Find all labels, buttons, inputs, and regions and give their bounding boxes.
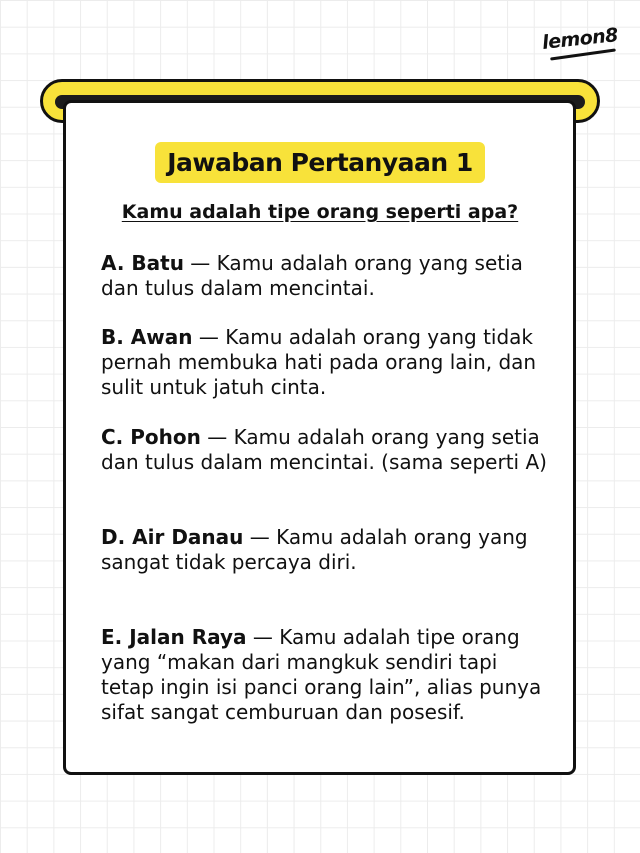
answer-label: C. Pohon (101, 425, 201, 449)
answer-text: — Kamu adalah orang yang tidak pernah membuka hati pada orang lain, dan sulit untuk jatuh cinta. (101, 325, 537, 399)
answer-item-c (101, 425, 551, 475)
answer-text: — Kamu adalah orang yang setia dan tulus dalam mencintai. (sama seperti A) (101, 425, 547, 474)
title-wrap (0, 142, 640, 183)
answer-label: B. Awan (101, 325, 193, 349)
answer-item-d (101, 525, 551, 575)
answer-label: A. Batu (101, 251, 184, 275)
question-text: Kamu adalah tipe orang seperti apa? (121, 201, 519, 223)
answer-item-a (101, 251, 551, 301)
page-title: Jawaban Pertanyaan 1 (155, 142, 485, 183)
answer-label: E. Jalan Raya (101, 625, 247, 649)
answer-item-e (101, 625, 551, 725)
brand-logo: lemon8 (541, 24, 619, 54)
answer-label: D. Air Danau (101, 525, 244, 549)
answer-item-b (101, 325, 551, 400)
answer-text: — Kamu adalah orang yang sangat tidak percaya diri. (101, 525, 528, 574)
answer-text: — Kamu adalah tipe orang yang “makan dari mangkuk sendiri tapi tetap ingin isi panci orang lain”, alias punya sifat sangat cemburuan dan posesif. (101, 625, 542, 724)
answer-text: — Kamu adalah orang yang setia dan tulus dalam mencintai. (101, 251, 523, 300)
